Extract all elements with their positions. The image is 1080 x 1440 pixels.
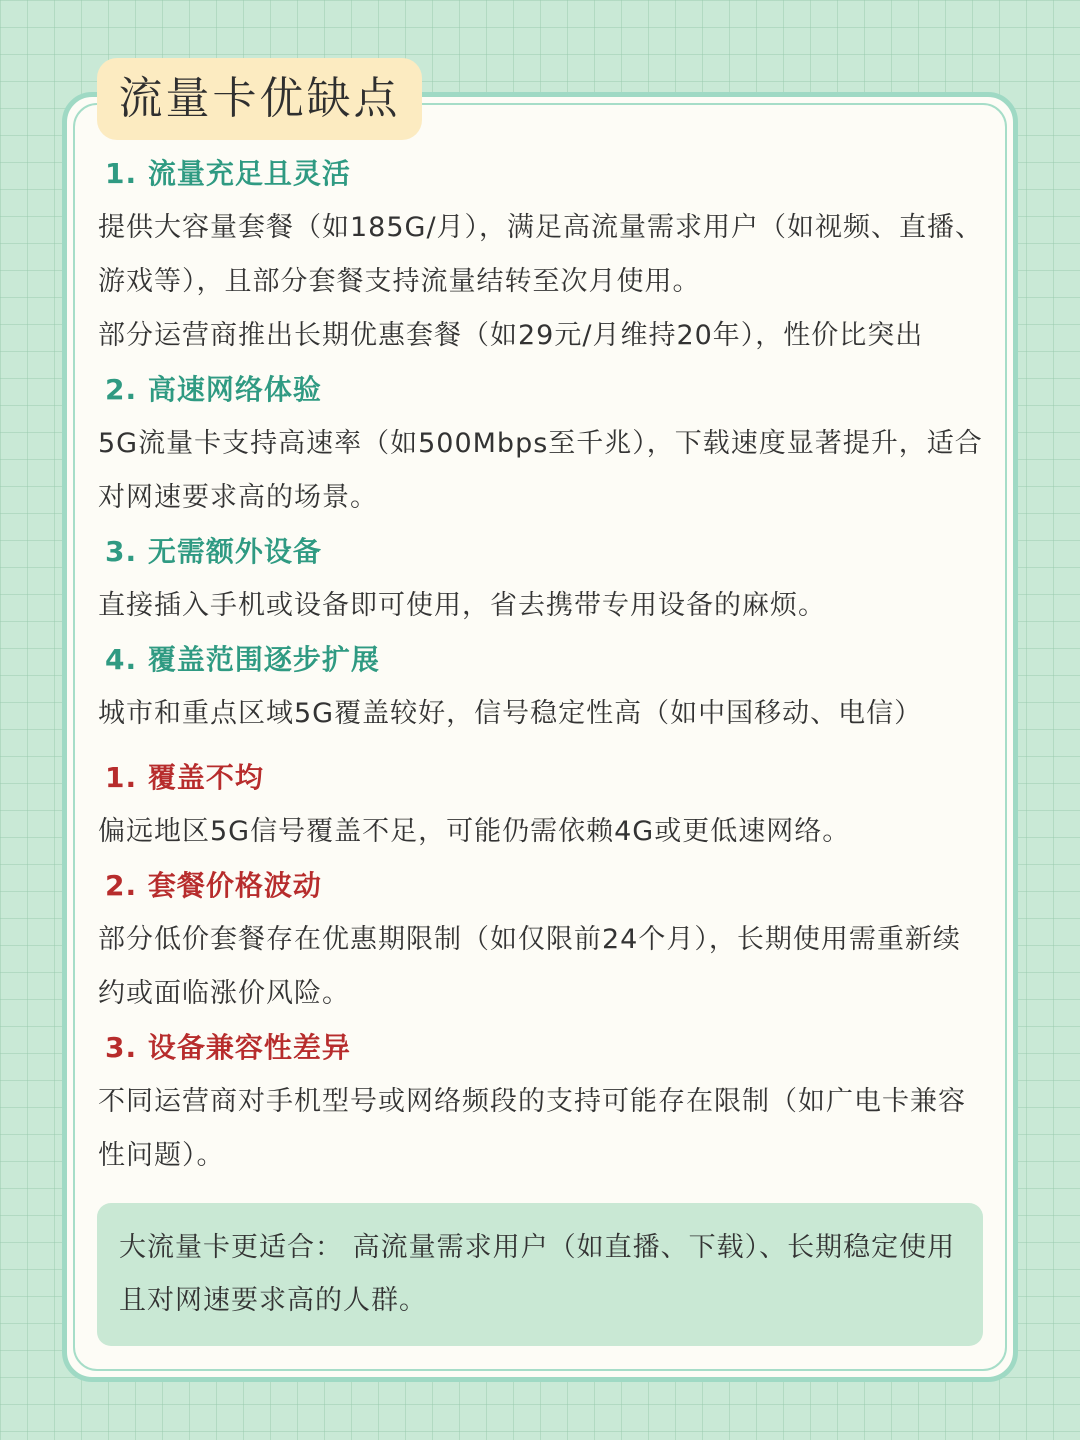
con-text-2: 部分低价套餐存在优惠期限制（如仅限前24个月），长期使用需重新续约或面临涨价风险。	[98, 924, 961, 1009]
pro-text-1b: 部分运营商推出长期优惠套餐（如29元/月维持20年），性价比突出	[98, 320, 924, 351]
con-heading-1: 1. 覆盖不均	[105, 761, 264, 794]
con-text-1: 偏远地区5G信号覆盖不足，可能仍需依赖4G或更低速网络。	[98, 816, 851, 847]
con-text-3: 不同运营商对手机型号或网络频段的支持可能存在限制（如广电卡兼容性问题）。	[98, 1086, 966, 1171]
pro-heading-3: 3. 无需额外设备	[105, 535, 322, 568]
con-heading-2: 2. 套餐价格波动	[105, 869, 322, 902]
pro-heading-2: 2. 高速网络体验	[105, 373, 322, 406]
page-title: 流量卡优缺点	[97, 58, 422, 140]
pro-heading-4: 4. 覆盖范围逐步扩展	[105, 643, 380, 676]
pro-text-1a: 提供大容量套餐（如185G/月），满足高流量需求用户（如视频、直播、游戏等），且部分套餐支持流量结转至次月使用。	[98, 212, 984, 297]
summary-box: 大流量卡更适合： 高流量需求用户（如直播、下载）、长期稳定使用且对网速要求高的人群。	[97, 1203, 983, 1346]
pro-text-3: 直接插入手机或设备即可使用，省去携带专用设备的麻烦。	[98, 590, 826, 621]
pro-text-2: 5G流量卡支持高速率（如500Mbps至千兆），下载速度显著提升，适合对网速要求高的场景。	[98, 428, 983, 513]
con-heading-3: 3. 设备兼容性差异	[105, 1031, 351, 1064]
pro-text-4: 城市和重点区域5G覆盖较好，信号稳定性高（如中国移动、电信）	[98, 698, 923, 729]
pro-heading-1: 1. 流量充足且灵活	[105, 157, 351, 190]
